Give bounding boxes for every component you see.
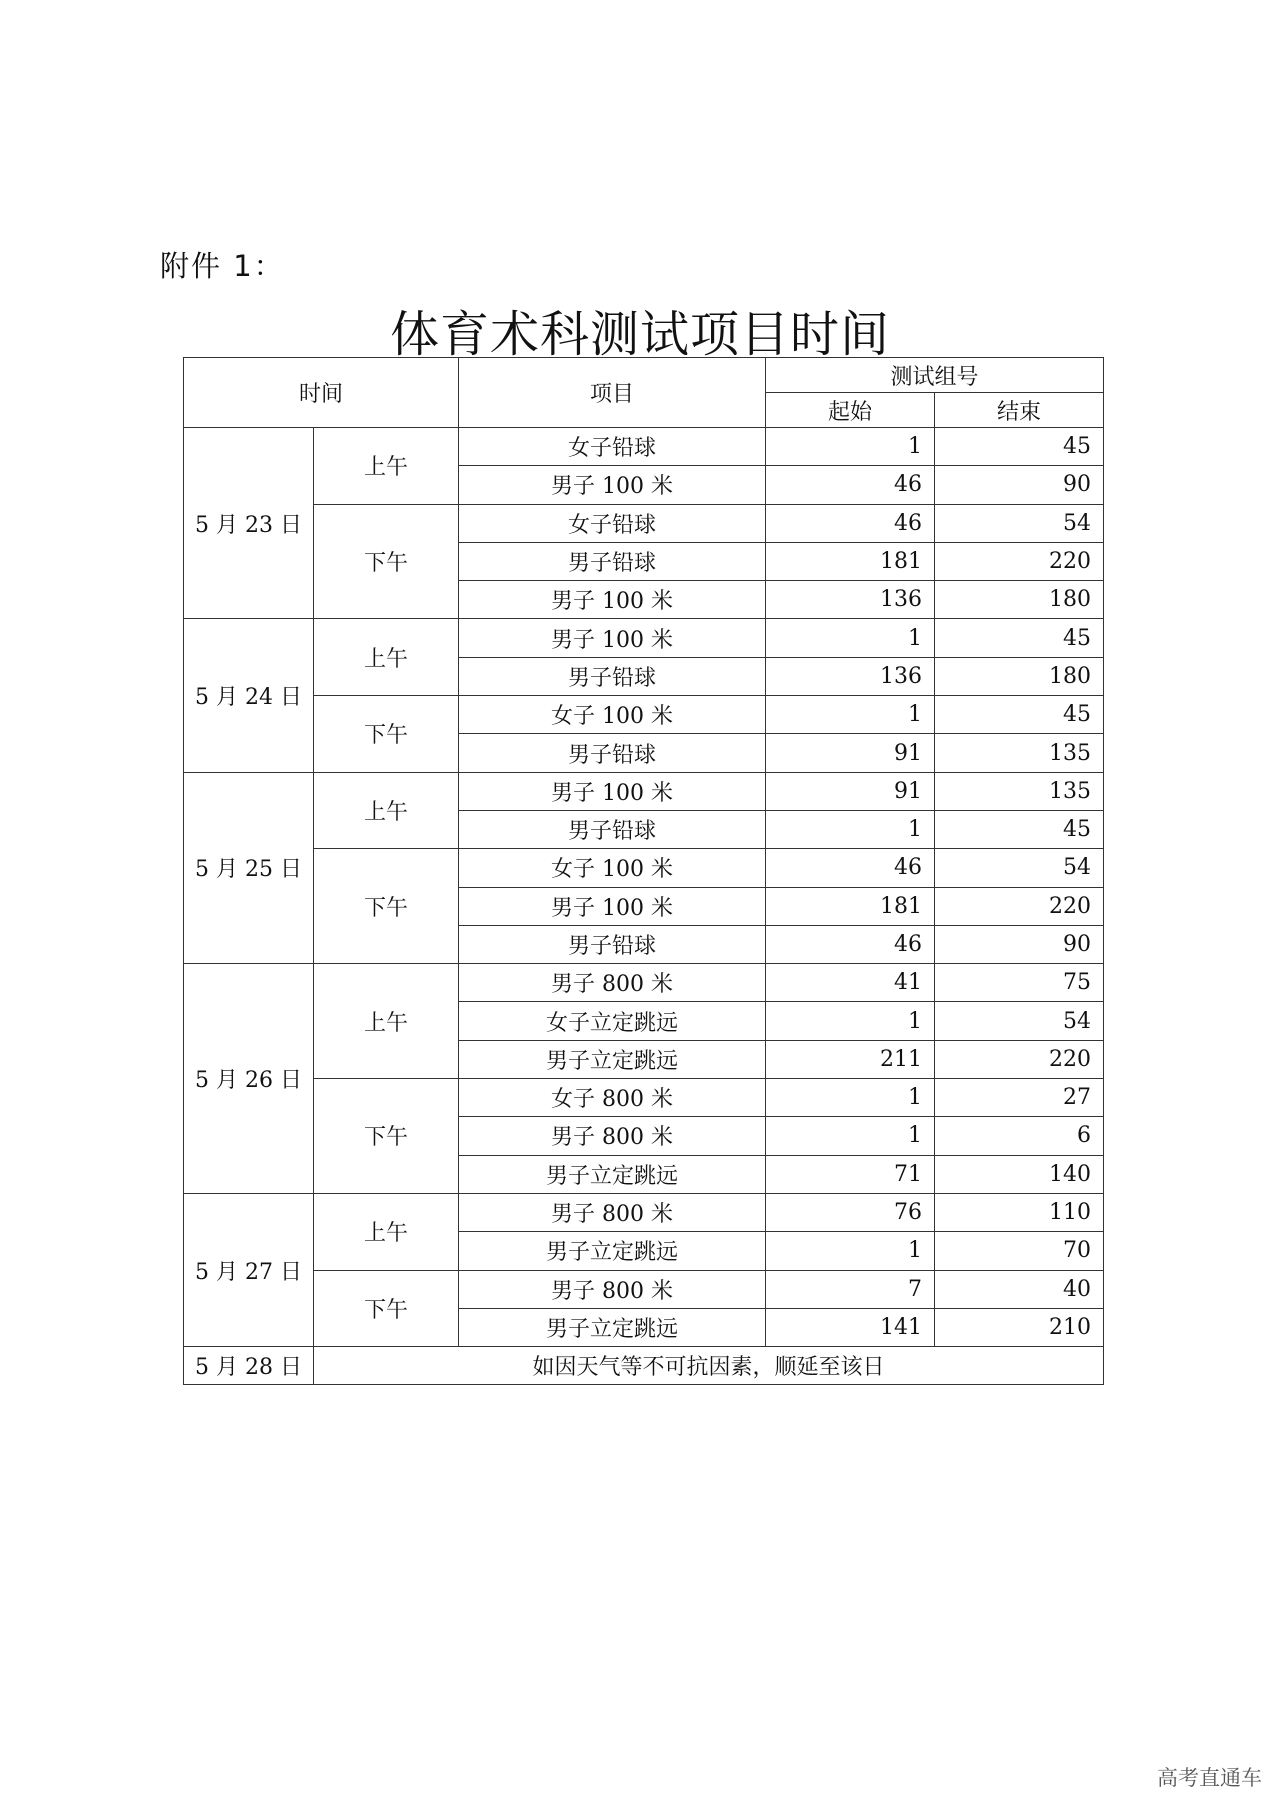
end-group-cell: 135 bbox=[935, 772, 1104, 810]
item-cell: 男子 800 米 bbox=[459, 1193, 766, 1231]
start-group-cell: 41 bbox=[766, 964, 935, 1002]
end-group-cell: 54 bbox=[935, 849, 1104, 887]
end-group-cell: 45 bbox=[935, 696, 1104, 734]
end-group-cell: 110 bbox=[935, 1193, 1104, 1231]
table-body bbox=[184, 428, 1104, 1385]
postponement-note: 如因天气等不可抗因素，顺延至该日 bbox=[314, 1347, 1104, 1385]
item-cell: 女子铅球 bbox=[459, 428, 766, 466]
start-group-cell: 1 bbox=[766, 1117, 935, 1155]
item-cell: 男子铅球 bbox=[459, 925, 766, 963]
table-row bbox=[184, 772, 1104, 810]
period-cell: 上午 bbox=[314, 1193, 459, 1270]
date-cell: 5 月 27 日 bbox=[184, 1193, 314, 1346]
item-cell: 男子 100 米 bbox=[459, 581, 766, 619]
start-group-cell: 1 bbox=[766, 810, 935, 848]
start-group-cell: 136 bbox=[766, 657, 935, 695]
start-group-cell: 1 bbox=[766, 1002, 935, 1040]
period-cell: 上午 bbox=[314, 619, 459, 696]
header-group-number: 测试组号 bbox=[766, 358, 1104, 393]
start-group-cell: 46 bbox=[766, 504, 935, 542]
end-group-cell: 45 bbox=[935, 810, 1104, 848]
end-group-cell: 54 bbox=[935, 1002, 1104, 1040]
start-group-cell: 141 bbox=[766, 1308, 935, 1346]
item-cell: 男子 100 米 bbox=[459, 466, 766, 504]
end-group-cell: 45 bbox=[935, 619, 1104, 657]
start-group-cell: 181 bbox=[766, 887, 935, 925]
period-cell: 上午 bbox=[314, 772, 459, 849]
start-group-cell: 181 bbox=[766, 542, 935, 580]
end-group-cell: 210 bbox=[935, 1308, 1104, 1346]
period-cell: 下午 bbox=[314, 696, 459, 773]
table-row bbox=[184, 1270, 1104, 1308]
start-group-cell: 71 bbox=[766, 1155, 935, 1193]
end-group-cell: 220 bbox=[935, 542, 1104, 580]
end-group-cell: 180 bbox=[935, 581, 1104, 619]
item-cell: 男子立定跳远 bbox=[459, 1040, 766, 1078]
item-cell: 男子铅球 bbox=[459, 542, 766, 580]
start-group-cell: 7 bbox=[766, 1270, 935, 1308]
item-cell: 女子立定跳远 bbox=[459, 1002, 766, 1040]
item-cell: 女子 100 米 bbox=[459, 696, 766, 734]
table-header bbox=[184, 358, 1104, 428]
end-group-cell: 135 bbox=[935, 734, 1104, 772]
end-group-cell: 180 bbox=[935, 657, 1104, 695]
end-group-cell: 75 bbox=[935, 964, 1104, 1002]
table-row bbox=[184, 428, 1104, 466]
item-cell: 女子铅球 bbox=[459, 504, 766, 542]
item-cell: 男子立定跳远 bbox=[459, 1308, 766, 1346]
document-title: 体育术科测试项目时间 bbox=[389, 306, 890, 363]
date-cell: 5 月 24 日 bbox=[184, 619, 314, 772]
period-cell: 上午 bbox=[314, 428, 459, 505]
item-cell: 男子 100 米 bbox=[459, 887, 766, 925]
header-end: 结束 bbox=[935, 393, 1104, 428]
period-cell: 下午 bbox=[314, 849, 459, 964]
end-group-cell: 40 bbox=[935, 1270, 1104, 1308]
start-group-cell: 76 bbox=[766, 1193, 935, 1231]
end-group-cell: 54 bbox=[935, 504, 1104, 542]
item-cell: 男子铅球 bbox=[459, 810, 766, 848]
header-start: 起始 bbox=[766, 393, 935, 428]
period-cell: 下午 bbox=[314, 504, 459, 619]
date-cell: 5 月 26 日 bbox=[184, 964, 314, 1194]
table-row bbox=[184, 504, 1104, 542]
start-group-cell: 46 bbox=[766, 925, 935, 963]
table-row bbox=[184, 849, 1104, 887]
item-cell: 男子 100 米 bbox=[459, 772, 766, 810]
start-group-cell: 91 bbox=[766, 772, 935, 810]
header-item: 项目 bbox=[459, 358, 766, 428]
item-cell: 男子 800 米 bbox=[459, 1270, 766, 1308]
start-group-cell: 211 bbox=[766, 1040, 935, 1078]
item-cell: 男子 100 米 bbox=[459, 619, 766, 657]
start-group-cell: 136 bbox=[766, 581, 935, 619]
start-group-cell: 1 bbox=[766, 428, 935, 466]
item-cell: 男子铅球 bbox=[459, 657, 766, 695]
date-cell: 5 月 28 日 bbox=[184, 1347, 314, 1385]
item-cell: 女子 800 米 bbox=[459, 1079, 766, 1117]
end-group-cell: 90 bbox=[935, 925, 1104, 963]
header-time: 时间 bbox=[184, 358, 459, 428]
date-cell: 5 月 25 日 bbox=[184, 772, 314, 963]
item-cell: 女子 100 米 bbox=[459, 849, 766, 887]
item-cell: 男子立定跳远 bbox=[459, 1232, 766, 1270]
end-group-cell: 27 bbox=[935, 1079, 1104, 1117]
period-cell: 上午 bbox=[314, 964, 459, 1079]
table-row bbox=[184, 964, 1104, 1002]
item-cell: 男子立定跳远 bbox=[459, 1155, 766, 1193]
table-row bbox=[184, 619, 1104, 657]
start-group-cell: 1 bbox=[766, 696, 935, 734]
item-cell: 男子铅球 bbox=[459, 734, 766, 772]
start-group-cell: 1 bbox=[766, 619, 935, 657]
date-cell: 5 月 23 日 bbox=[184, 428, 314, 619]
end-group-cell: 70 bbox=[935, 1232, 1104, 1270]
start-group-cell: 46 bbox=[766, 849, 935, 887]
start-group-cell: 1 bbox=[766, 1079, 935, 1117]
table-row bbox=[184, 1079, 1104, 1117]
attachment-label: 附件 1： bbox=[160, 249, 285, 283]
start-group-cell: 46 bbox=[766, 466, 935, 504]
end-group-cell: 6 bbox=[935, 1117, 1104, 1155]
end-group-cell: 90 bbox=[935, 466, 1104, 504]
table-row bbox=[184, 1193, 1104, 1231]
watermark: 高考直通车 bbox=[1157, 1766, 1262, 1790]
start-group-cell: 1 bbox=[766, 1232, 935, 1270]
end-group-cell: 45 bbox=[935, 428, 1104, 466]
table-row bbox=[184, 696, 1104, 734]
table-row-postponement bbox=[184, 1347, 1104, 1385]
end-group-cell: 220 bbox=[935, 887, 1104, 925]
item-cell: 男子 800 米 bbox=[459, 964, 766, 1002]
end-group-cell: 220 bbox=[935, 1040, 1104, 1078]
item-cell: 男子 800 米 bbox=[459, 1117, 766, 1155]
period-cell: 下午 bbox=[314, 1079, 459, 1194]
period-cell: 下午 bbox=[314, 1270, 459, 1347]
end-group-cell: 140 bbox=[935, 1155, 1104, 1193]
start-group-cell: 91 bbox=[766, 734, 935, 772]
schedule-table bbox=[183, 357, 1104, 1385]
